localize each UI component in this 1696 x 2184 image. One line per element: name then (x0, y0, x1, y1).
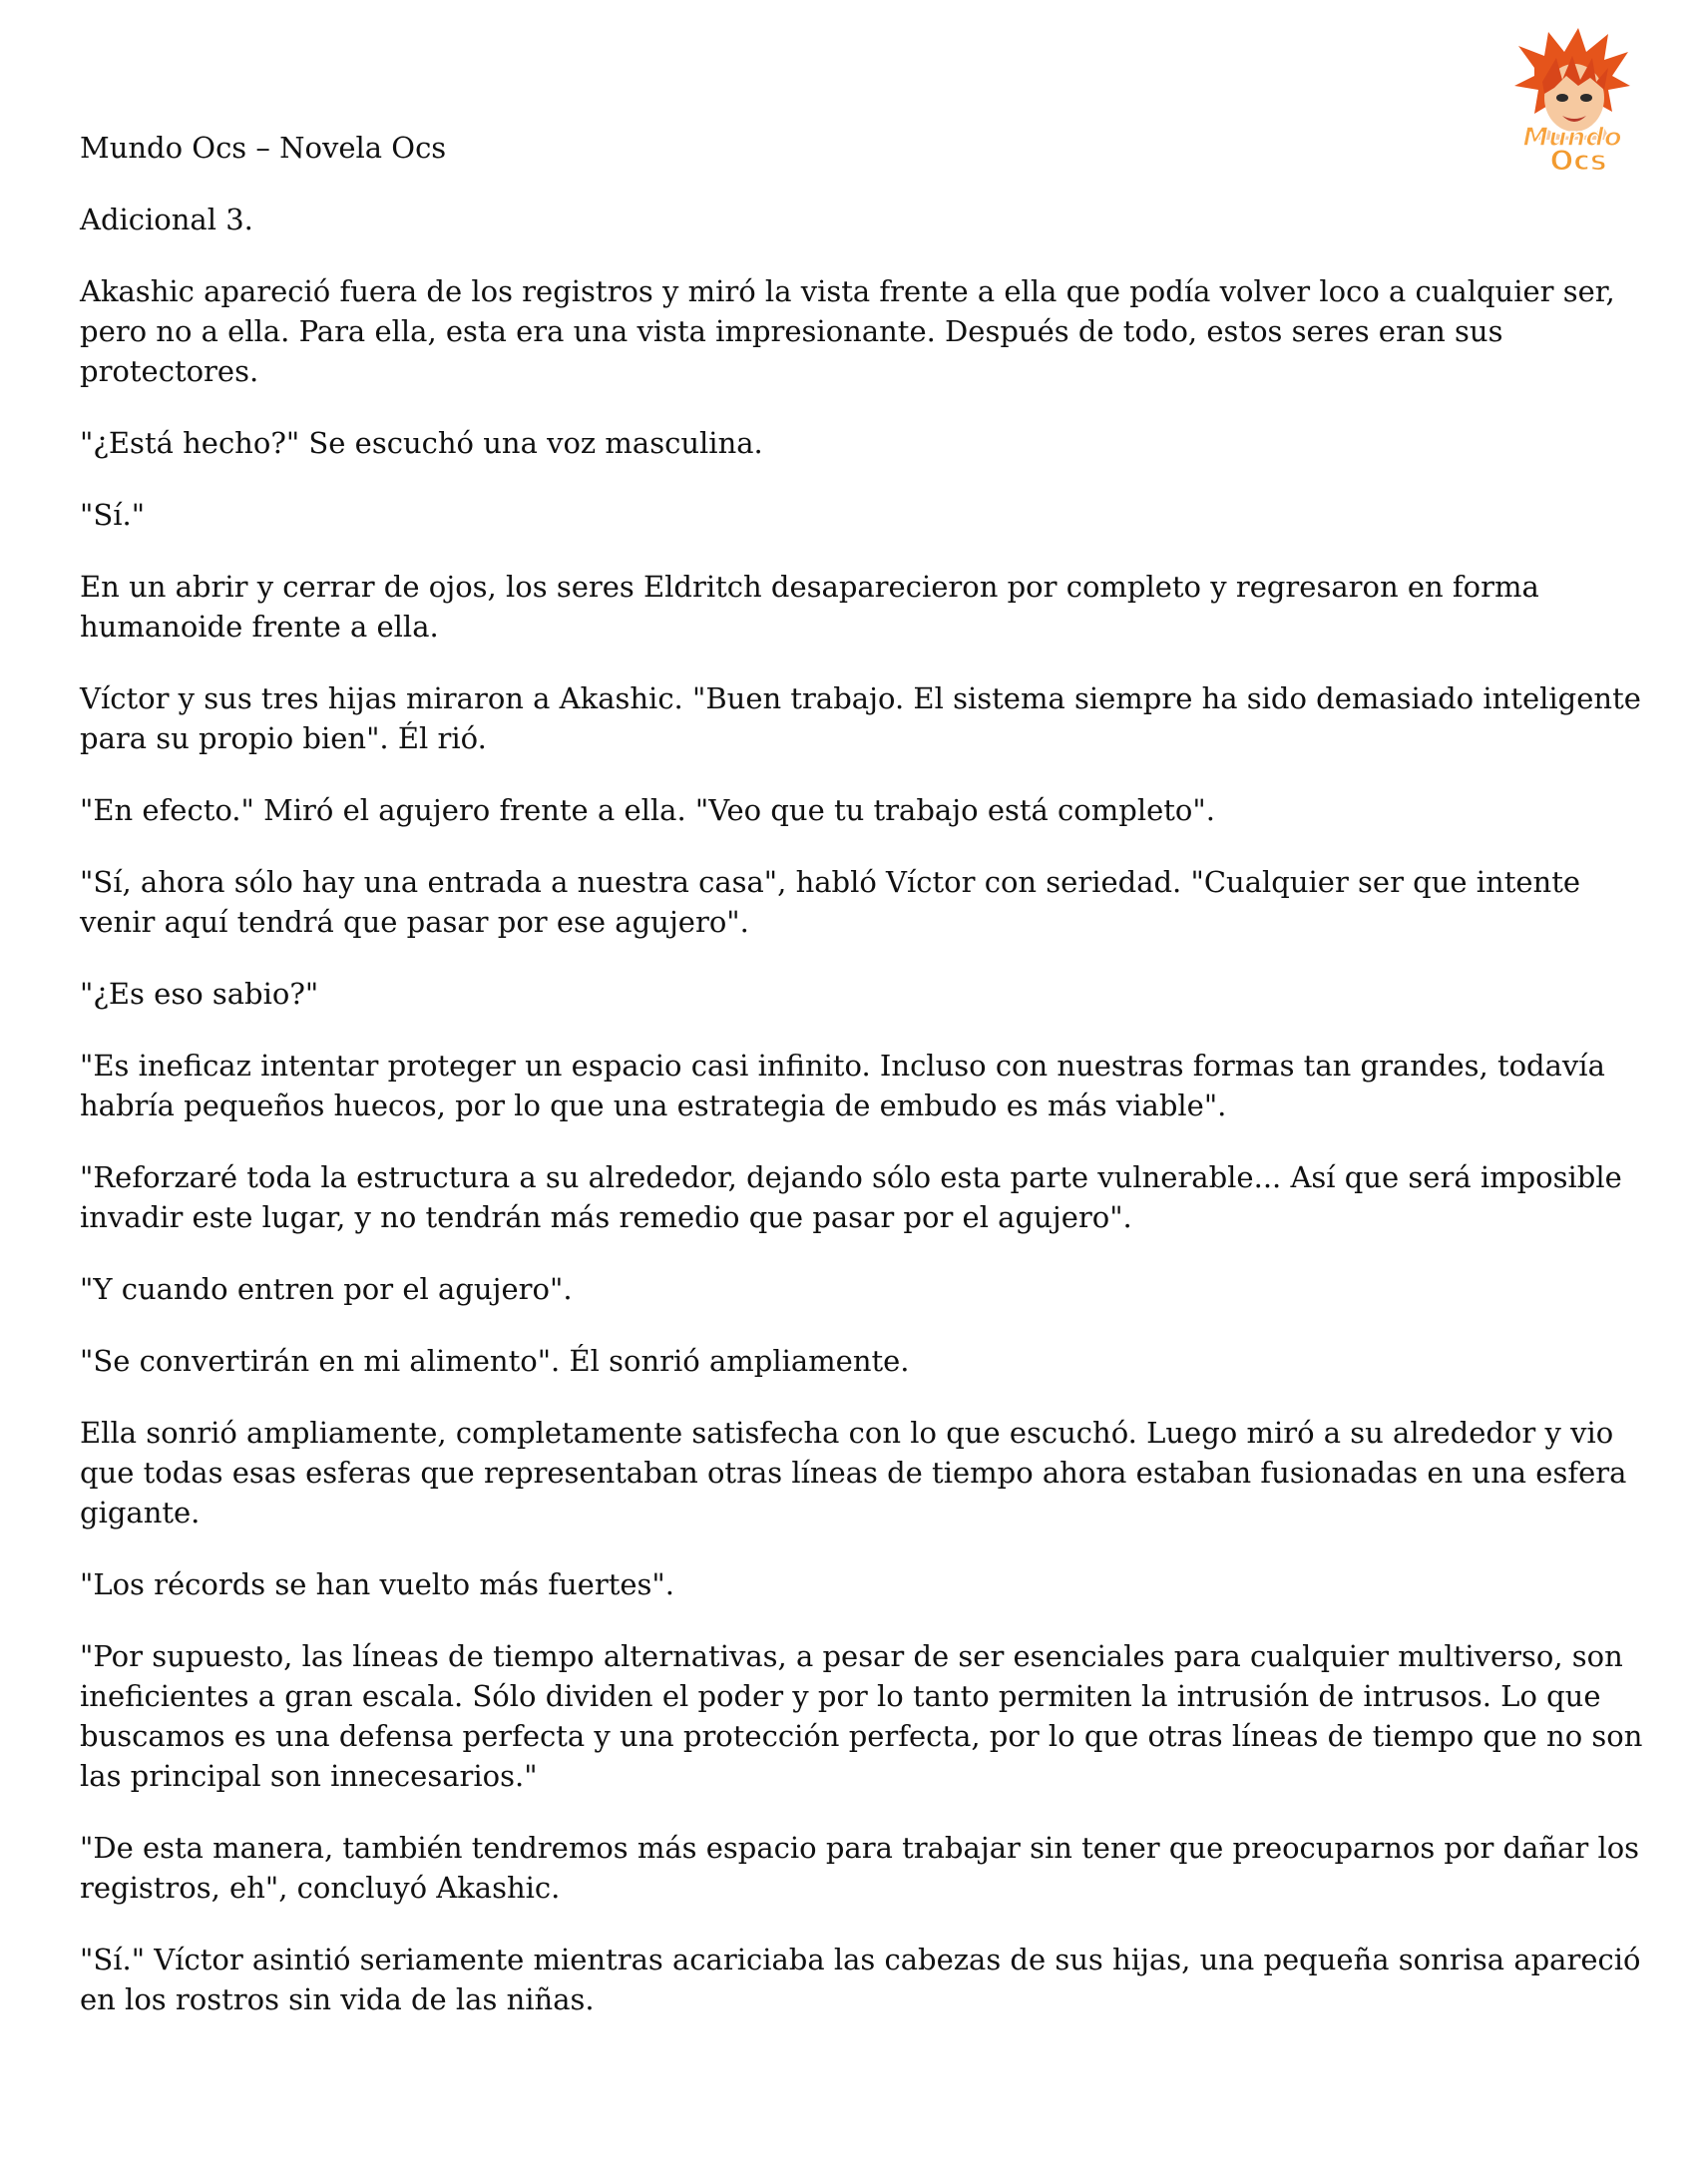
paragraph: "De esta manera, también tendremos más espacio para trabajar sin tener que preocuparnos por dañar los registros, eh", concluyó Akashic. (80, 1831, 1640, 1905)
paragraph: "Sí." Víctor asintió seriamente mientras acariciaba las cabezas de sus hijas, una pequeña sonrisa apareció en los rostros sin vida de las niñas. (80, 1943, 1641, 2016)
document-title: Mundo Ocs – Novela Ocs (80, 131, 447, 165)
document-body (80, 128, 1656, 2051)
paragraph: "Y cuando entren por el agujero". (80, 1272, 573, 1306)
paragraph: "¿Está hecho?" Se escuchó una voz masculina. (80, 426, 763, 460)
paragraph: Víctor y sus tres hijas miraron a Akashic. "Buen trabajo. El sistema siempre ha sido demasiado inteligente para su propio bien". Él rió. (80, 681, 1641, 755)
paragraph: "En efecto." Miró el agujero frente a ella. "Veo que tu trabajo está completo". (80, 793, 1215, 827)
paragraph: "Es ineficaz intentar proteger un espacio casi infinito. Incluso con nuestras formas tan grandes, todavía habría pequeños huecos, por lo que una estrategia de embudo es más viable". (80, 1049, 1605, 1122)
paragraph: "Se convertirán en mi alimento". Él sonrió ampliamente. (80, 1344, 910, 1378)
svg-text:Mundo: Mundo (1522, 123, 1622, 153)
paragraph: "Por supuesto, las líneas de tiempo alternativas, a pesar de ser esenciales para cualquier multiverso, son ineficientes a gran escala. Sólo dividen el poder y por lo tanto permiten la intrusión de intrusos. Lo que buscamos es una defensa perfecta y una protección perfecta, por lo que otras líneas de tiempo que no son las principal son innecesarios." (80, 1639, 1643, 1793)
chapter-title: Adicional 3. (80, 203, 253, 236)
paragraph: En un abrir y cerrar de ojos, los seres Eldritch desaparecieron por completo y regresaron en forma humanoide frente a ella. (80, 570, 1539, 644)
paragraph: "Los récords se han vuelto más fuertes". (80, 1567, 674, 1601)
paragraph: "Sí." (80, 498, 146, 532)
paragraph: "Sí, ahora sólo hay una entrada a nuestra casa", habló Víctor con seriedad. "Cualquier ser que intente venir aquí tendrá que pasar por ese agujero". (80, 865, 1581, 939)
paragraph: "Reforzaré toda la estructura a su alrededor, dejando sólo esta parte vulnerable... Así que será imposible invadir este lugar, y no tendrán más remedio que pasar por el agujero". (80, 1160, 1622, 1234)
paragraph: Ella sonrió ampliamente, completamente satisfecha con lo que escuchó. Luego miró a su alrededor y vio que todas esas esferas que representaban otras líneas de tiempo ahora estaban fusionadas en una esfera gigante. (80, 1416, 1627, 1529)
paragraph: Akashic apareció fuera de los registros y miró la vista frente a ella que podía volver loco a cualquier ser, pero no a ella. Para ella, esta era una vista impresionante. Después de todo, estos seres eran sus protectores. (80, 274, 1615, 388)
paragraph: "¿Es eso sabio?" (80, 977, 319, 1011)
svg-text:Ocs: Ocs (1549, 144, 1607, 174)
